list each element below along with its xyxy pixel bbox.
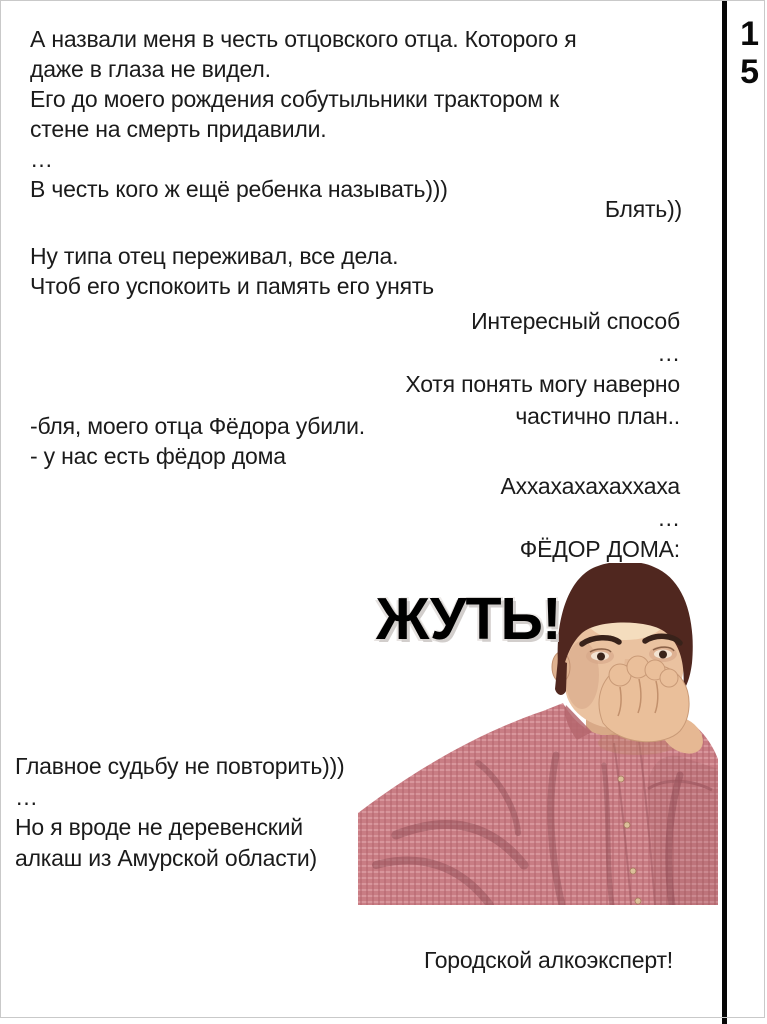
text-line: - у нас есть фёдор дома bbox=[30, 443, 286, 469]
reply-interesting-way bbox=[405, 306, 680, 432]
paragraph-father-worried bbox=[30, 241, 434, 301]
reply-fedor-doma bbox=[500, 471, 680, 566]
text-line: Но я вроде не деревенский bbox=[15, 814, 303, 840]
page-number-digit: 5 bbox=[740, 53, 759, 91]
text-line: -бля, моего отца Фёдора убили. bbox=[30, 413, 365, 439]
page-number-digit: 1 bbox=[740, 15, 759, 53]
text-line: Главное судьбу не повторить))) bbox=[15, 753, 345, 779]
reply-blyat bbox=[605, 194, 682, 224]
hand bbox=[598, 656, 710, 761]
paragraph-fedor-dialog bbox=[30, 411, 365, 471]
text-line: Блять)) bbox=[604, 196, 682, 222]
text-line: Аххахахахаххаха bbox=[500, 473, 680, 499]
zhut-exclamation: ЖУТЬ! bbox=[376, 586, 561, 652]
text-line: Хотя понять могу наверно bbox=[405, 371, 680, 397]
paragraph-fate bbox=[15, 751, 345, 873]
text-line: частично план.. bbox=[515, 402, 680, 429]
page-divider-line bbox=[722, 0, 727, 1024]
page-number bbox=[740, 15, 759, 91]
paragraph-naming-story bbox=[30, 24, 576, 204]
text-line: ФЁДОР ДОМА: bbox=[519, 536, 680, 562]
sleeve bbox=[648, 756, 718, 905]
text-line: … bbox=[30, 146, 53, 172]
text-line: Его до моего рождения собутыльники трактором к bbox=[30, 86, 559, 112]
text-line: Чтоб его успокоить и память его унять bbox=[30, 273, 434, 299]
text-line: алкаш из Амурской области) bbox=[15, 844, 317, 871]
text-line: Интересный способ bbox=[471, 308, 680, 334]
text-line: А назвали меня в честь отцовского отца. Которого я bbox=[30, 26, 577, 52]
text-line: Ну типа отец переживал, все дела. bbox=[30, 243, 399, 269]
text-line: … bbox=[657, 504, 680, 531]
caption-alcoexpert: Городской алкоэксперт! bbox=[424, 947, 673, 973]
text-line: стене на смерть придавили. bbox=[30, 116, 327, 142]
text-line: … bbox=[657, 339, 680, 366]
text-line: даже в глаза не видел. bbox=[30, 56, 271, 82]
text-line: В честь кого ж ещё ребенка называть))) bbox=[30, 176, 448, 202]
text-line: … bbox=[15, 783, 38, 810]
